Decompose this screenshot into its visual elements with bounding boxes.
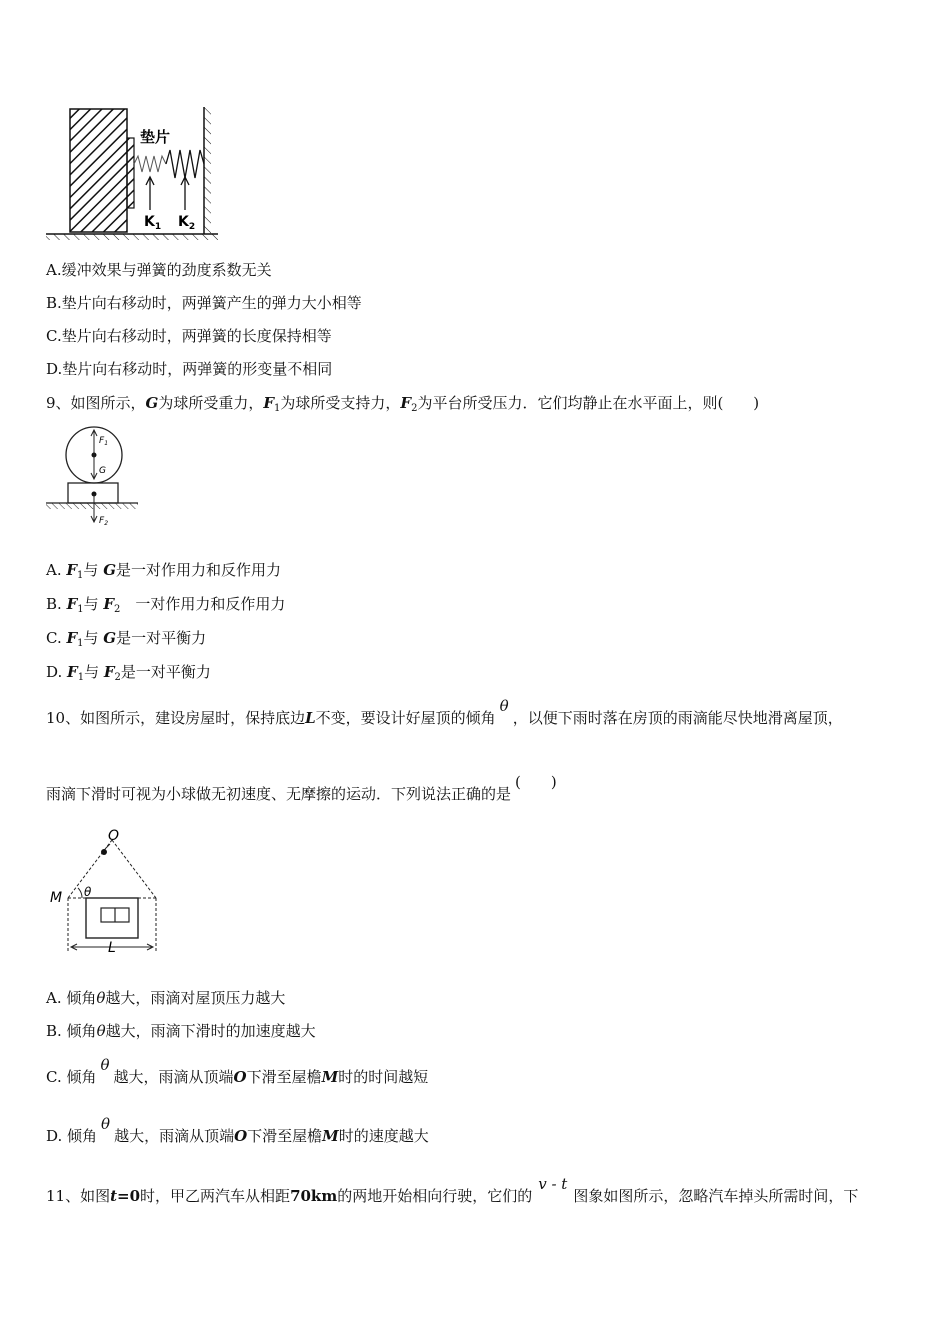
svg-text:L: L: [108, 940, 116, 956]
pad-label: 垫片: [140, 128, 171, 146]
ground: [46, 234, 218, 240]
svg-text:θ: θ: [84, 885, 92, 899]
svg-text:F2: $F_2$: [99, 516, 109, 527]
q8-option-a: A.缓冲效果与弹簧的劲度系数无关: [46, 261, 272, 279]
q10-stem-line1: 10、如图所示，建设房屋时，保持底边L不变，要设计好屋顶的倾角θ，以便下雨时落在房顶的雨滴能尽快地滑离屋顶，: [46, 697, 843, 727]
q10-option-d: D. 倾角θ越大，雨滴从顶端O下滑至屋檐M时的速度越大: [46, 1115, 429, 1145]
arrow-k2: [181, 177, 189, 210]
q10-option-b: B. 倾角θ越大，雨滴下滑时的加速度越大: [46, 1022, 316, 1040]
block: [70, 109, 127, 232]
svg-text:O: O: [108, 828, 120, 844]
right-wall: [204, 107, 211, 234]
q9-option-d: D. $F_1$与 $F_2$是一对平衡力: [46, 663, 211, 683]
spring-figure: [40, 102, 220, 248]
q8-option-c: C.垫片向右移动时，两弹簧的长度保持相等: [46, 327, 332, 345]
ball-figure: [44, 425, 140, 531]
q9-stem: 9、如图所示，G为球所受重力，$F_1$为球所受支持力，$F_2$为平台所受压力．它们均静止在水平面上，则( ): [46, 394, 760, 414]
svg-text:K2: $K_2$: [178, 214, 196, 232]
q8-option-d: D.垫片向右移动时，两弹簧的形变量不相同: [46, 360, 333, 378]
q9-option-a: A. $F_1$与 G是一对作用力和反作用力: [46, 561, 282, 581]
house-figure: [44, 826, 164, 958]
q9-option-c: C. $F_1$与 G是一对平衡力: [46, 629, 207, 649]
q9-option-b: B. $F_1$与 $F_2$ 一对作用力和反作用力: [46, 595, 286, 615]
q11-stem: 11、如图t=0时，甲乙两汽车从相距70km的两地开始相向行驶，它们的v - t图象如图所示，忽略汽车掉头所需时间，下: [46, 1175, 859, 1205]
q10-option-a: A. 倾角θ越大，雨滴对屋顶压力越大: [46, 989, 286, 1007]
svg-text:M: M: [50, 890, 63, 906]
spring-k1: [134, 156, 166, 172]
q8-option-b: B.垫片向右移动时，两弹簧产生的弹力大小相等: [46, 294, 362, 312]
house-body: [86, 898, 138, 938]
svg-text:G: G: [99, 466, 106, 476]
arrow-k1: [146, 177, 154, 210]
svg-text:K1: $K_1$: [144, 214, 162, 232]
svg-text:F1: $F_1$: [99, 436, 109, 447]
q10-option-c: C. 倾角θ越大，雨滴从顶端O下滑至屋檐M时的时间越短: [46, 1056, 429, 1086]
pad: [127, 138, 134, 208]
q10-stem-line2: 雨滴下滑时可视为小球做无初速度、无摩擦的运动．下列说法正确的是( ): [46, 773, 557, 803]
spring-k2: [166, 150, 204, 178]
